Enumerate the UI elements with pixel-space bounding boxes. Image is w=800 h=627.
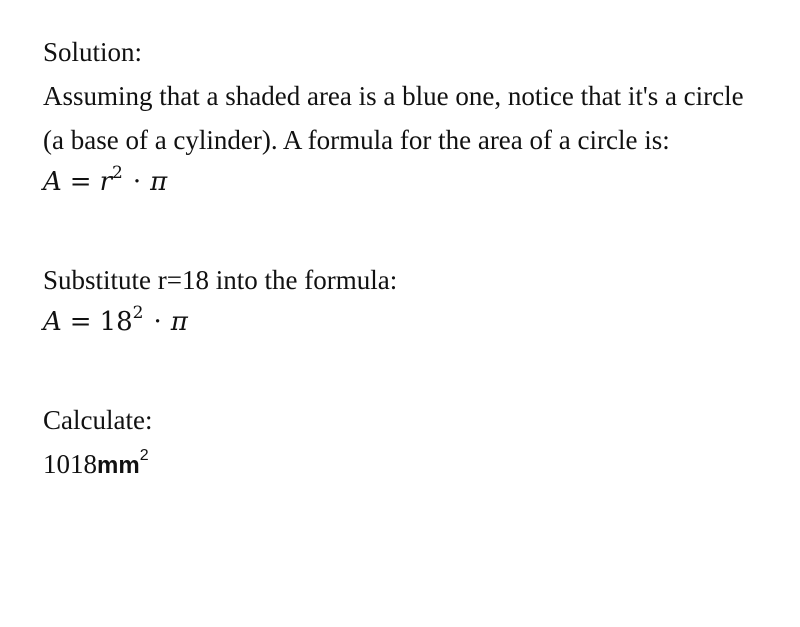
intro-paragraph: Assuming that a shaded area is a blue one, notice that it's a circle (a base of a cylinder). A formula for the area of a circle is: — [43, 81, 744, 155]
formula-lhs: A — [43, 307, 62, 337]
final-answer — [43, 442, 763, 488]
multiply-dot: · — [132, 167, 142, 197]
substitute-instruction: Substitute r=18 into the formula: — [43, 265, 398, 295]
formula-base: 18 — [99, 307, 133, 337]
spacer — [43, 342, 763, 398]
equals-sign: = — [69, 307, 92, 337]
equals-sign: = — [69, 167, 92, 197]
substituted-formula — [43, 302, 763, 342]
area-formula — [43, 162, 763, 202]
unit-exponent: 2 — [139, 447, 149, 464]
answer-unit — [97, 447, 149, 479]
unit-text: mm — [97, 452, 140, 479]
answer-value: 1018 — [43, 449, 97, 479]
solution-document — [43, 30, 763, 488]
pi-symbol: π — [150, 167, 168, 197]
solution-heading: Solution: — [43, 37, 143, 67]
pi-symbol: π — [170, 307, 188, 337]
formula-base: r — [99, 167, 113, 197]
formula-exponent: 2 — [112, 163, 123, 184]
spacer — [43, 202, 763, 258]
formula-exponent: 2 — [132, 303, 144, 324]
multiply-dot: · — [153, 307, 162, 337]
calculate-instruction: Calculate: — [43, 405, 153, 435]
formula-lhs: A — [43, 167, 62, 197]
